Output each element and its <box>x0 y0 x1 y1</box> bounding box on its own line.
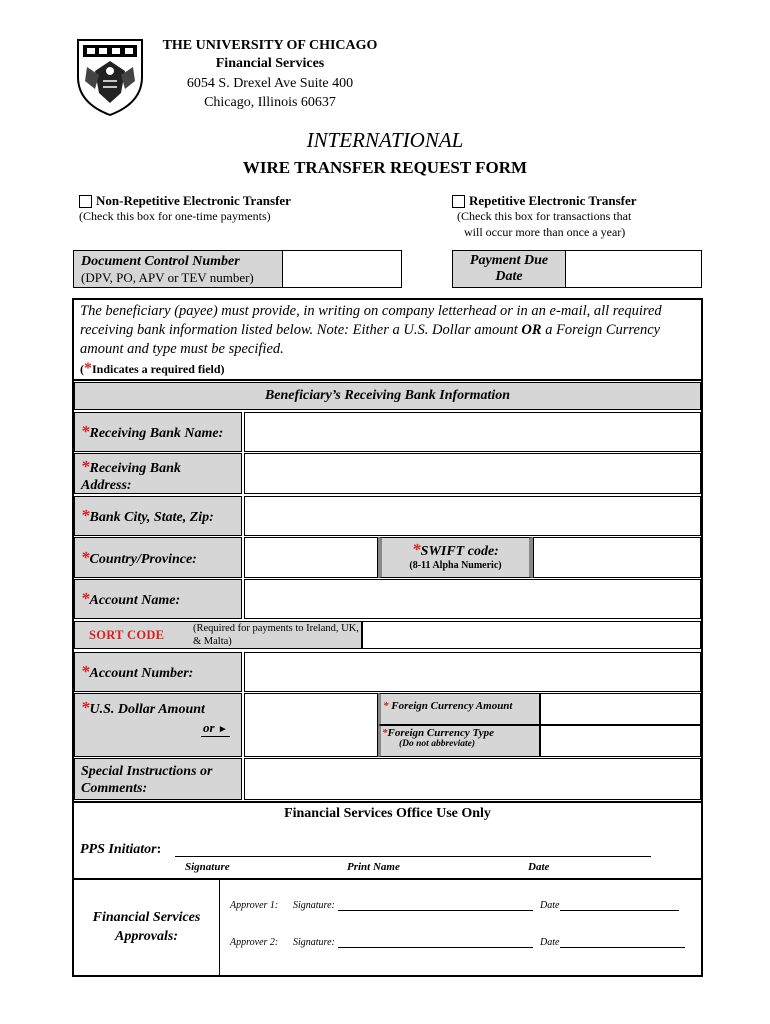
label-swift-code: *SWIFT code: (8-11 Alpha Numeric) <box>378 537 533 578</box>
sort-code-input[interactable] <box>362 621 701 649</box>
swift-note: (8-11 Alpha Numeric) <box>409 560 502 571</box>
country-input[interactable] <box>244 537 378 578</box>
non-repetitive-label: Non-Repetitive Electronic Transfer <box>96 193 291 208</box>
label-foreign-amount: * Foreign Currency Amount <box>378 693 540 725</box>
repetitive-note-2: will occur more than once a year) <box>464 225 626 239</box>
approver2-date-line[interactable] <box>560 947 685 948</box>
approver1-label: Approver 1: <box>230 900 279 911</box>
doc-control-label-box <box>73 250 283 288</box>
repetitive-label: Repetitive Electronic Transfer <box>469 193 637 208</box>
approver2-date-label: Date <box>540 937 560 948</box>
approver1-signature-line[interactable] <box>338 910 533 911</box>
form-title-international: INTERNATIONAL <box>306 128 464 152</box>
swift-code-input[interactable] <box>533 537 701 578</box>
label-foreign-type: *Foreign Currency Type (Do not abbreviate) <box>378 725 540 757</box>
approvals-divider <box>219 878 220 977</box>
label-bank-city: *Bank City, State, Zip: <box>74 496 242 536</box>
city-address: Chicago, Illinois 60637 <box>204 95 336 110</box>
receiving-bank-address-input[interactable] <box>244 453 701 494</box>
sort-code-label: SORT CODE <box>89 628 165 642</box>
label-usd-amount: *U.S. Dollar Amount or ► <box>74 693 242 757</box>
repetitive-note-1: (Check this box for transactions that <box>457 209 632 223</box>
label-country: *Country/Province: <box>74 537 242 578</box>
foreign-type-input[interactable] <box>540 725 701 757</box>
pps-initiator-label: PPS Initiator: <box>80 842 162 857</box>
approver1-signature-label: Signature: <box>293 900 335 911</box>
receiving-bank-name-input[interactable] <box>244 412 701 452</box>
approver2-signature-label: Signature: <box>293 937 335 948</box>
payment-due-date-input[interactable] <box>565 250 702 288</box>
approver1-date-label: Date <box>540 900 560 911</box>
pps-initiator-line[interactable] <box>175 856 651 857</box>
doc-control-label: Document Control Number <box>81 254 240 269</box>
instructions-divider <box>72 379 703 381</box>
pps-date-caption: Date <box>528 861 550 873</box>
pps-print-name-caption: Print Name <box>347 861 400 873</box>
repetitive-checkbox[interactable] <box>452 195 465 208</box>
label-account-name: *Account Name: <box>74 579 242 619</box>
doc-control-sub: (DPV, PO, APV or TEV number) <box>81 270 254 285</box>
doc-control-number-input[interactable] <box>282 250 402 288</box>
university-name: THE UNIVERSITY OF CHICAGO <box>162 38 378 53</box>
approver2-label: Approver 2: <box>230 937 279 948</box>
payment-due-label-box <box>452 250 566 288</box>
required-field-note: (*Indicates a required field) <box>80 360 225 377</box>
or-arrow: or ► <box>203 720 228 735</box>
account-name-input[interactable] <box>244 579 701 619</box>
instructions-text: The beneficiary (payee) must provide, in writing on company letterhead or in an e-mail, all required receiving bank information listed below. Note: Either a U.S. Dollar amount OR a Foreign Currency amount and type must be specified. <box>80 303 662 357</box>
sort-code-note: (Required for payments to Ireland, UK, & Malta) <box>193 623 359 647</box>
form-title: WIRE TRANSFER REQUEST FORM <box>242 158 528 177</box>
sort-code-box <box>74 621 362 649</box>
label-special-instructions: Special Instructions or Comments: <box>74 758 242 800</box>
section-title-bank-info: Beneficiary’s Receiving Bank Information <box>74 382 701 410</box>
approvals-label: Financial Services Approvals: <box>92 910 201 944</box>
label-account-number: *Account Number: <box>74 652 242 692</box>
payment-due-label: Payment Due <box>469 253 549 268</box>
approver1-date-line[interactable] <box>560 910 679 911</box>
special-instructions-input[interactable] <box>244 758 701 800</box>
account-number-input[interactable] <box>244 652 701 692</box>
approver2-signature-line[interactable] <box>338 947 533 948</box>
label-receiving-bank-address: *Receiving Bank Address: <box>74 453 242 494</box>
office-use-title: Financial Services Office Use Only <box>284 806 491 821</box>
bank-city-input[interactable] <box>244 496 701 536</box>
label-receiving-bank-name: *Receiving Bank Name: <box>74 412 242 452</box>
pps-signature-caption: Signature <box>185 861 230 873</box>
department-name: Financial Services <box>215 56 325 71</box>
payment-due-label-date: Date <box>495 269 523 284</box>
usd-amount-input[interactable] <box>244 693 378 757</box>
street-address: 6054 S. Drexel Ave Suite 400 <box>186 76 354 91</box>
office-use-divider <box>72 801 703 803</box>
non-repetitive-note: (Check this box for one-time payments) <box>79 209 271 223</box>
non-repetitive-checkbox[interactable] <box>79 195 92 208</box>
foreign-amount-input[interactable] <box>540 693 701 725</box>
foreign-type-note: (Do not abbreviate) <box>399 739 475 749</box>
